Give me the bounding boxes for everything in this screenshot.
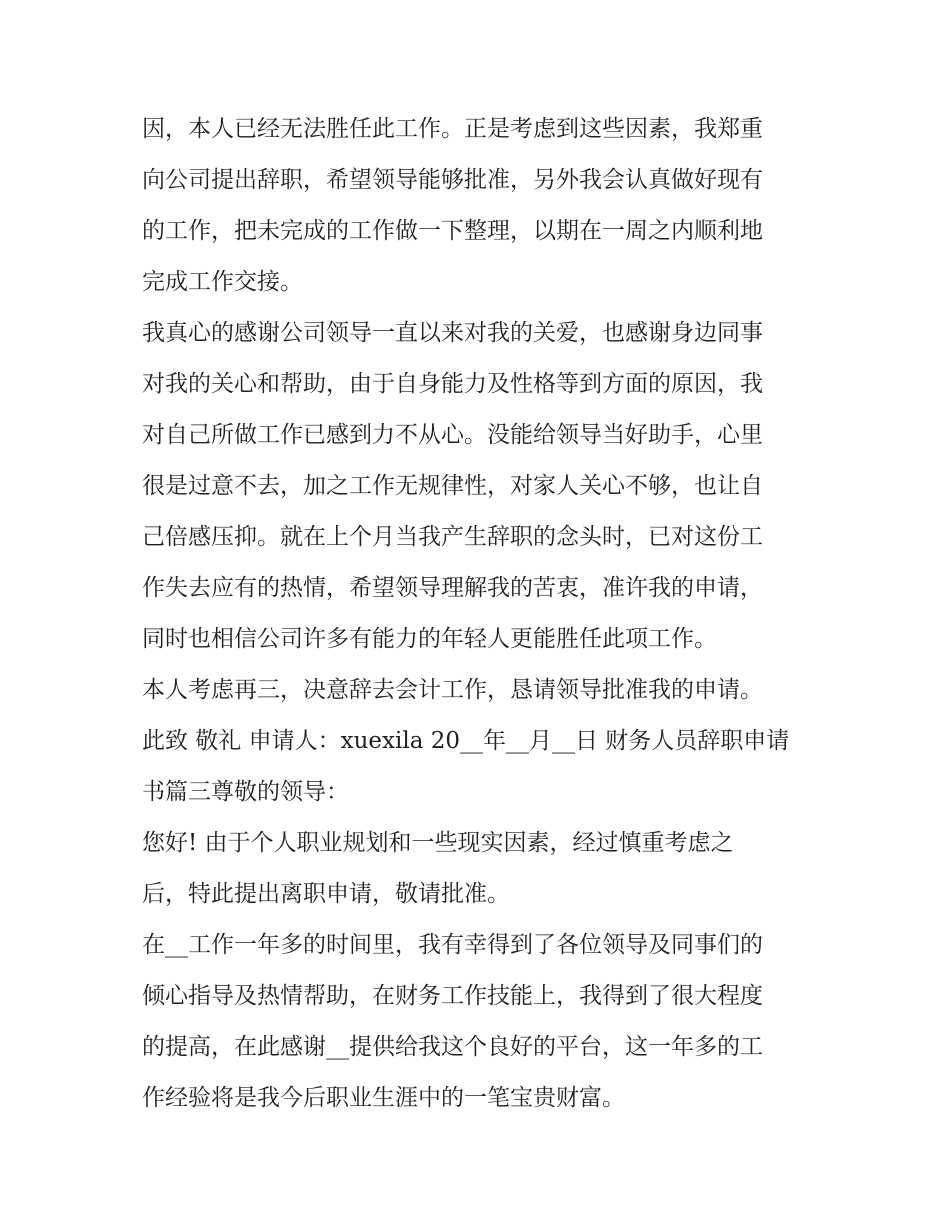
text-line: 作经验将是我今后职业生涯中的一笔宝贵财富。: [142, 1085, 625, 1111]
paragraph-3: [142, 669, 822, 822]
text-line: 对自己所做工作已感到力不从心。没能给领导当好助手，心里: [142, 422, 763, 448]
text-line: 对我的关心和帮助，由于自身能力及性格等到方面的原因，我: [142, 371, 763, 397]
text-line: 因，本人已经无法胜任此工作。正是考虑到这些因素，我郑重: [142, 116, 763, 142]
text-line: 您好! 由于个人职业规划和一些现实因素，经过慎重考虑之: [142, 830, 734, 856]
text-line: 很是过意不去，加之工作无规律性，对家人关心不够，也让自: [142, 473, 763, 499]
text-line: 的提高，在此感谢__提供给我这个良好的平台，这一年多的工: [142, 1034, 763, 1060]
text-line: 的工作，把未完成的工作做一下整理，以期在一周之内顺利地: [142, 218, 763, 244]
text-line: 书篇三尊敬的领导：: [142, 779, 349, 805]
paragraph-5: [142, 924, 822, 1128]
text-line: 我真心的感谢公司领导一直以来对我的关爱，也感谢身边同事: [142, 320, 763, 346]
text-line: 本人考虑再三，决意辞去会计工作，恳请领导批准我的申请。: [142, 677, 763, 703]
paragraph-4: [142, 822, 822, 924]
document-body: [142, 108, 822, 1128]
text-line: 同时也相信公司许多有能力的年轻人更能胜任此项工作。: [142, 626, 717, 652]
paragraph-1: [142, 108, 822, 312]
text-line: 后，特此提出离职申请，敬请批准。: [142, 881, 510, 907]
text-line: 作失去应有的热情，希望领导理解我的苦衷，准许我的申请，: [142, 575, 763, 601]
text-line: 此致 敬礼 申请人：xuexila 20__年__月__日 财务人员辞职申请: [142, 728, 790, 754]
text-line: 己倍感压抑。就在上个月当我产生辞职的念头时，已对这份工: [142, 524, 763, 550]
text-line: 向公司提出辞职，希望领导能够批准，另外我会认真做好现有: [142, 167, 763, 193]
paragraph-2: [142, 312, 822, 669]
text-line: 在__工作一年多的时间里，我有幸得到了各位领导及同事们的: [142, 932, 763, 958]
text-line: 倾心指导及热情帮助，在财务工作技能上，我得到了很大程度: [142, 983, 763, 1009]
text-line: 完成工作交接。: [142, 269, 303, 295]
